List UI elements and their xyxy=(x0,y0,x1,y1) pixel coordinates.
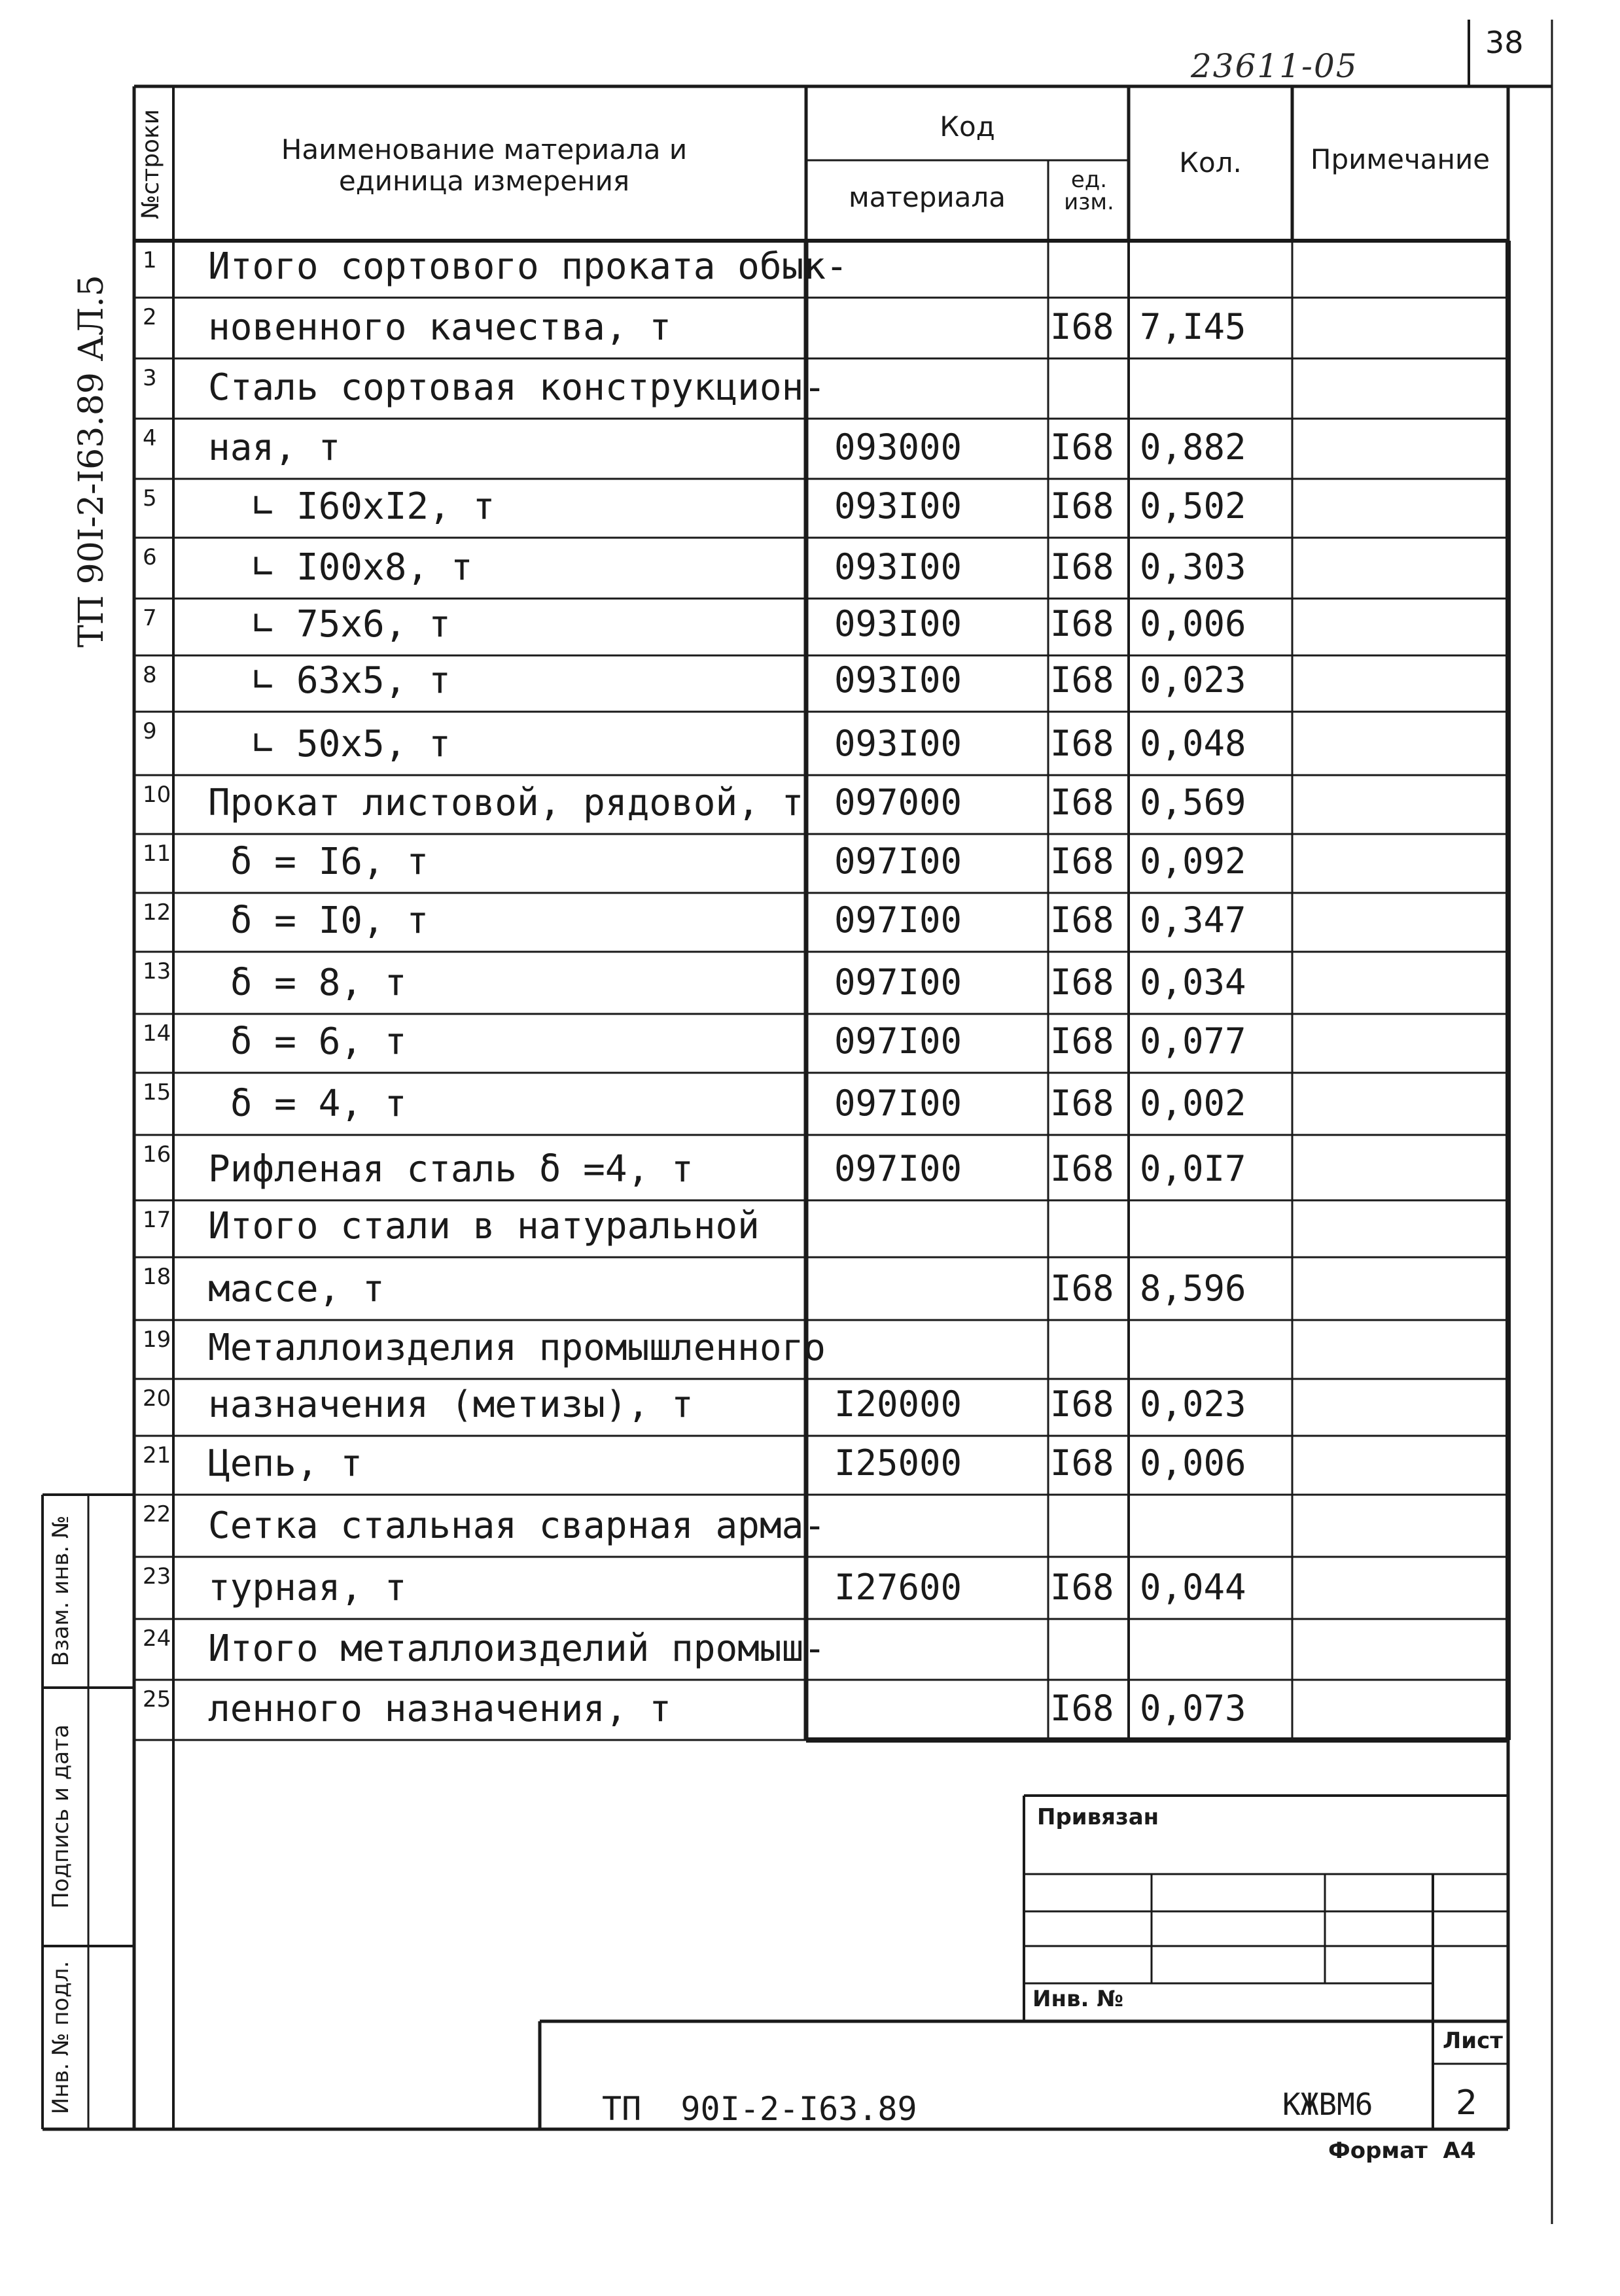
row-unit-code: I68 xyxy=(1050,485,1114,527)
row-material-code: 097I00 xyxy=(834,1083,962,1124)
row-quantity: 0,303 xyxy=(1140,546,1246,587)
row-number: 25 xyxy=(143,1686,171,1713)
row-number: 22 xyxy=(143,1501,171,1527)
row-material-name: Прокат листовой, рядовой, т xyxy=(208,782,804,824)
row-quantity: 0,044 xyxy=(1140,1567,1246,1608)
stamp-inv-podl: Инв. № подл. xyxy=(48,1960,74,2115)
row-number: 7 xyxy=(143,605,157,631)
row-material-name: ∟ I00x8, т xyxy=(208,546,473,589)
row-unit-code: I68 xyxy=(1050,962,1114,1003)
row-material-name: ∟ 50x5, т xyxy=(208,723,451,765)
row-number: 24 xyxy=(143,1626,171,1652)
row-unit-code: I68 xyxy=(1050,1083,1114,1124)
footer-format: Формат А4 xyxy=(1328,2138,1476,2164)
row-unit-code: I68 xyxy=(1050,426,1114,468)
row-material-name: Итого металлоизделий промыш- xyxy=(208,1627,826,1670)
row-unit-code: I68 xyxy=(1050,1268,1114,1309)
title-mark: КЖВМ6 xyxy=(1282,2087,1373,2122)
row-material-code: 097I00 xyxy=(834,962,962,1003)
row-material-name: Итого стали в натуральной xyxy=(208,1205,760,1247)
row-quantity: 0,048 xyxy=(1140,723,1246,764)
row-number: 3 xyxy=(143,365,157,391)
row-number: 11 xyxy=(143,841,171,867)
title-doc-code: ТП 90I-2-I63.89 xyxy=(602,2090,917,2128)
row-unit-code: I68 xyxy=(1050,1567,1114,1608)
row-quantity: 0,0I7 xyxy=(1140,1148,1246,1189)
row-number: 20 xyxy=(143,1385,171,1412)
title-sheet-number: 2 xyxy=(1456,2083,1478,2123)
row-material-code: 093I00 xyxy=(834,603,962,644)
header-row-number: №строки xyxy=(137,109,164,220)
row-number: 10 xyxy=(143,782,171,808)
title-privyazan: Привязан xyxy=(1037,1804,1159,1830)
row-number: 14 xyxy=(143,1020,171,1047)
registration-number: 23611-05 xyxy=(1191,47,1358,85)
row-number: 17 xyxy=(143,1207,171,1233)
row-material-code: 093I00 xyxy=(834,659,962,701)
row-material-code: 097I00 xyxy=(834,899,962,941)
title-inv-no: Инв. № xyxy=(1032,1986,1124,2012)
row-material-name: турная, т xyxy=(208,1567,407,1609)
row-material-name: δ = I0, т xyxy=(208,899,429,942)
row-number: 8 xyxy=(143,662,157,688)
row-material-code: 097I00 xyxy=(834,1148,962,1189)
row-material-name: новенного качества, т xyxy=(208,306,672,349)
row-material-name: Металлоизделия промышленного xyxy=(208,1327,826,1369)
row-quantity: 0,006 xyxy=(1140,603,1246,644)
row-unit-code: I68 xyxy=(1050,1383,1114,1425)
row-quantity: 7,I45 xyxy=(1140,306,1246,347)
row-unit-code: I68 xyxy=(1050,1442,1114,1484)
row-material-code: 097I00 xyxy=(834,1020,962,1062)
row-number: 16 xyxy=(143,1141,171,1168)
row-unit-code: I68 xyxy=(1050,841,1114,882)
row-quantity: 0,034 xyxy=(1140,962,1246,1003)
header-code-unit: ед. изм. xyxy=(1064,167,1114,215)
row-quantity: 0,023 xyxy=(1140,659,1246,701)
row-quantity: 0,002 xyxy=(1140,1083,1246,1124)
row-material-name: Рифленая сталь δ =4, т xyxy=(208,1148,694,1191)
row-material-name: δ = 6, т xyxy=(208,1020,407,1063)
row-number: 19 xyxy=(143,1327,171,1353)
row-number: 9 xyxy=(143,718,157,744)
row-unit-code: I68 xyxy=(1050,603,1114,644)
row-number: 5 xyxy=(143,485,157,512)
row-material-code: 097I00 xyxy=(834,841,962,882)
row-quantity: 0,077 xyxy=(1140,1020,1246,1062)
row-material-code: 093I00 xyxy=(834,723,962,764)
row-number: 18 xyxy=(143,1264,171,1290)
row-material-code: 093I00 xyxy=(834,546,962,587)
row-quantity: 0,073 xyxy=(1140,1688,1246,1729)
row-unit-code: I68 xyxy=(1050,1148,1114,1189)
row-material-name: ∟ 63x5, т xyxy=(208,659,451,702)
sheet-number-corner: 38 xyxy=(1485,25,1524,60)
title-list-label: Лист xyxy=(1443,2028,1503,2054)
row-unit-code: I68 xyxy=(1050,306,1114,347)
row-material-code: I20000 xyxy=(834,1383,962,1425)
header-quantity: Кол. xyxy=(1179,147,1242,179)
row-material-name: δ = I6, т xyxy=(208,841,429,883)
row-quantity: 0,882 xyxy=(1140,426,1246,468)
row-material-name: ленного назначения, т xyxy=(208,1688,672,1730)
row-number: 12 xyxy=(143,899,171,926)
row-unit-code: I68 xyxy=(1050,1020,1114,1062)
row-material-code: 097000 xyxy=(834,782,962,823)
row-unit-code: I68 xyxy=(1050,659,1114,701)
row-material-name: ная, т xyxy=(208,426,341,469)
header-code: Код xyxy=(940,111,995,143)
header-note: Примечание xyxy=(1310,143,1490,175)
row-number: 4 xyxy=(143,425,157,451)
row-number: 23 xyxy=(143,1563,171,1590)
row-material-code: I25000 xyxy=(834,1442,962,1484)
side-document-label: ТП 90I-2-I63.89 АЛ.5 xyxy=(72,275,111,648)
row-unit-code: I68 xyxy=(1050,546,1114,587)
header-material-name: Наименование материала и единица измерения xyxy=(281,133,688,198)
row-quantity: 8,596 xyxy=(1140,1268,1246,1309)
row-material-name: ∟ 75x6, т xyxy=(208,603,451,646)
row-number: 6 xyxy=(143,544,157,570)
row-quantity: 0,569 xyxy=(1140,782,1246,823)
row-material-name: назначения (метизы), т xyxy=(208,1383,694,1426)
stamp-vzam-inv: Взам. инв. № xyxy=(48,1515,74,1667)
row-unit-code: I68 xyxy=(1050,723,1114,764)
row-material-name: ∟ I60xI2, т xyxy=(208,485,495,528)
row-quantity: 0,092 xyxy=(1140,841,1246,882)
row-unit-code: I68 xyxy=(1050,1688,1114,1729)
stamp-podpis-data: Подпись и дата xyxy=(48,1724,74,1909)
row-material-name: δ = 4, т xyxy=(208,1083,407,1125)
row-unit-code: I68 xyxy=(1050,782,1114,823)
row-quantity: 0,023 xyxy=(1140,1383,1246,1425)
row-quantity: 0,502 xyxy=(1140,485,1246,527)
row-material-name: Сталь сортовая конструкцион- xyxy=(208,366,826,409)
row-quantity: 0,006 xyxy=(1140,1442,1246,1484)
row-quantity: 0,347 xyxy=(1140,899,1246,941)
row-number: 1 xyxy=(143,247,157,273)
row-material-code: I27600 xyxy=(834,1567,962,1608)
row-number: 13 xyxy=(143,958,171,984)
row-material-name: δ = 8, т xyxy=(208,962,407,1004)
row-number: 2 xyxy=(143,304,157,330)
row-material-name: массе, т xyxy=(208,1268,385,1310)
row-number: 15 xyxy=(143,1079,171,1105)
row-material-name: Цепь, т xyxy=(208,1442,363,1485)
header-code-material: материала xyxy=(848,181,1006,213)
row-material-name: Сетка стальная сварная арма- xyxy=(208,1505,826,1547)
row-material-code: 093000 xyxy=(834,426,962,468)
row-material-name: Итого сортового проката обык- xyxy=(208,245,848,288)
row-number: 21 xyxy=(143,1442,171,1469)
row-unit-code: I68 xyxy=(1050,899,1114,941)
row-material-code: 093I00 xyxy=(834,485,962,527)
